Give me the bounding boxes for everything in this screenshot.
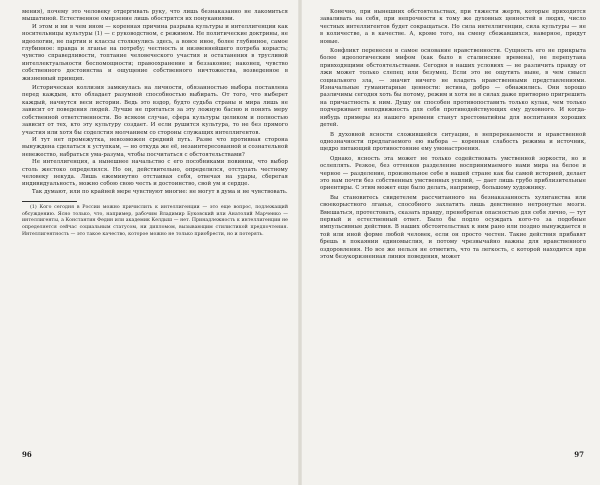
footnote-divider xyxy=(22,201,77,202)
paragraph: Историческая коллизия замкнулась на личности, обязанностью выбора поставлена перед каждым, кто обладает разумной способностью выбирать. От того, что выберет каждый, начнутся веси истории. Ведь это вздор, будто судьба страны и мира лишь не зависит от поведения людей. Лучше не прятаться за эту ложную басню и понять меру собственной ответственности. Во всяком случае, сфера культуры целиком и полностью зависит от тех, кто эту культуру создает. И если рушится культура, то не без прямого участия или хотя бы соделстия молчанием со стороны служащих интеллигентов. xyxy=(22,85,288,136)
page-number: 97 xyxy=(574,450,584,459)
paragraph: Конечно, при нынешних обстоятельствах, при тяжести жертв, которые приходится заваливать на себя, при непрочности к тому же духовных ценностей в людях, число честных интеллигентов будет сокращаться. Но сила интеллигенции, сила культуры — не в количестве, а в качестве. А, кроме того, на смену сбежавшихся, наверное, придут новые. xyxy=(320,9,586,45)
paragraph: И этом и ни в чем ином — коренная причина разрыва культуры и интеллигенции как носительницы культуры (1) — с руководством, с режимом. Не политические доктрины, не идеологии, не партии и классы столкнулись здесь, а вовсе иное, более глубинное, самое глубинное: правда и лганье на потребу; честность и низменнейшего потреба корысть; чувство справедливости, топтание человеческого участия и остатанения в трусливой интеллектуальности беспомощности; правоохранение и беззаконие; наконец, чувство собственного достоинства и ощущение собственного ничтожества, возведенное в жизненный принцип. xyxy=(22,23,288,82)
paragraph: Так думают, или по крайней мере чувствуют многие: не могут в дума и не чувствовать. xyxy=(32,188,288,195)
page-number: 96 xyxy=(22,450,32,459)
paragraph: И тут нет промежутка, невозможен средний путь. Разве что противная сторона вынуждена сделаться к уступкам, — но откуда же её, незаинтересованной и сознательной невежество, набраться ума-разума, чтобы посчитаться с обстоятельствами? xyxy=(22,136,288,158)
footnote: (1) Кого сегодня в России можно причислить к интеллигенции — это еще вопрос, подлежащий обсуждению. Ясно только, что, например, рабочим Владимир Буковский или Анатолий Марченко — интеллигенты, а Константин Федин или академик Келдыш — нет. Принадлежность к интеллигенции не определяется сейчас социальным статусом, ни дипломом, вызывающим стилистикой предпочтения. Интеллигентность — это такое качество, которое можно не только приобрести, но и потерять. xyxy=(22,205,288,237)
paragraph: Конфликт перенесен в самое основание нравственности. Сущность его не прикрыта более идеологическим мифом (как было в сталинские времена), не перепутана привходящими обстоятельствами. Сегодня в наших условиях — не различить правду от лжи может только слепец или безумец. Если это не ощутить ныне, в чем смысл социального зла, — значит ничего не владеть нравственными представлениями. Изначальные гуманитарные ценности: истина, добро — обнажились. Они хорошо различимы сегодня хоть бы потому, режим и хотя не в силах даже притворно пригрешить на причастность к ним. Душу он способен противопоставить только кулак, чем только подчеркивает неподвижность для себя противодействующих ему духовного. И когда-нибудь примеры из нашего времени станут хрестоматийны для воспитания хороших детей. xyxy=(320,48,586,129)
paragraph: мения), почему это человеку отдергивать руку, что лишь безнаказанно не лакомиться мышатиной. Естественное омерзение лишь обострится их понуканиями. xyxy=(22,9,288,23)
paragraph: Не интеллигенция, а нынешнее начальство с его пособниками повинны, что выбор столь жестоко определился. Но он, действительно, определился, отступать честному человеку некуда. Лишь ежеминутно отстаивая себя, отвечая на удары, сберегая индивидуальность, можно собою свою честь и достоинство, свой ум и сердце. xyxy=(22,159,288,188)
right-page xyxy=(300,0,600,485)
paragraph: В духовной ясности сложившейся ситуации, в непререкаемости и нравственной однозначности предлагаемого ею выбора — коренная слабость режима и источник, щедро питающий противостояние ему умонастроения. xyxy=(320,131,586,153)
paragraph: Вы становитесь свидетелем рассчитанного на безнаказанность хулиганства или своекорыстного лганья, способного захлатить лишь девственно нетронутые мозги. Вмешаться, протестовать, сказать правду, пренебрегая опасностью для себя лично, — тут первый и естественный ответ. Было бы подло осуждать кого-то за подобные импульсивные действия. В наших обстоятельствах к ним рано или поздно вынуждается в той или иной форме любой человек, если он просто честен. Такие действия прибавят брешь в покаянии единомыслия, и потому чрезвычайно важны для нравственного оздоровления. Но все же нельзя не отметить, что та легкость, с которой находится при этом безукоризненная линия поведения, может xyxy=(320,194,586,260)
paragraph: Однако, ясность эта может не только содействовать умственной зоркости, но и ослеплять. Резкое, без оттенков разделение воспринимаемого нами мира на белое и черное — разделение, произвольное себе в нашей стране как бы самой историей, делает это нам почти без собственных умственных усилий, — дает лишь грубо приблизительные ориентиры. С этим может еще было делать, например, большому художнику. xyxy=(320,155,586,192)
